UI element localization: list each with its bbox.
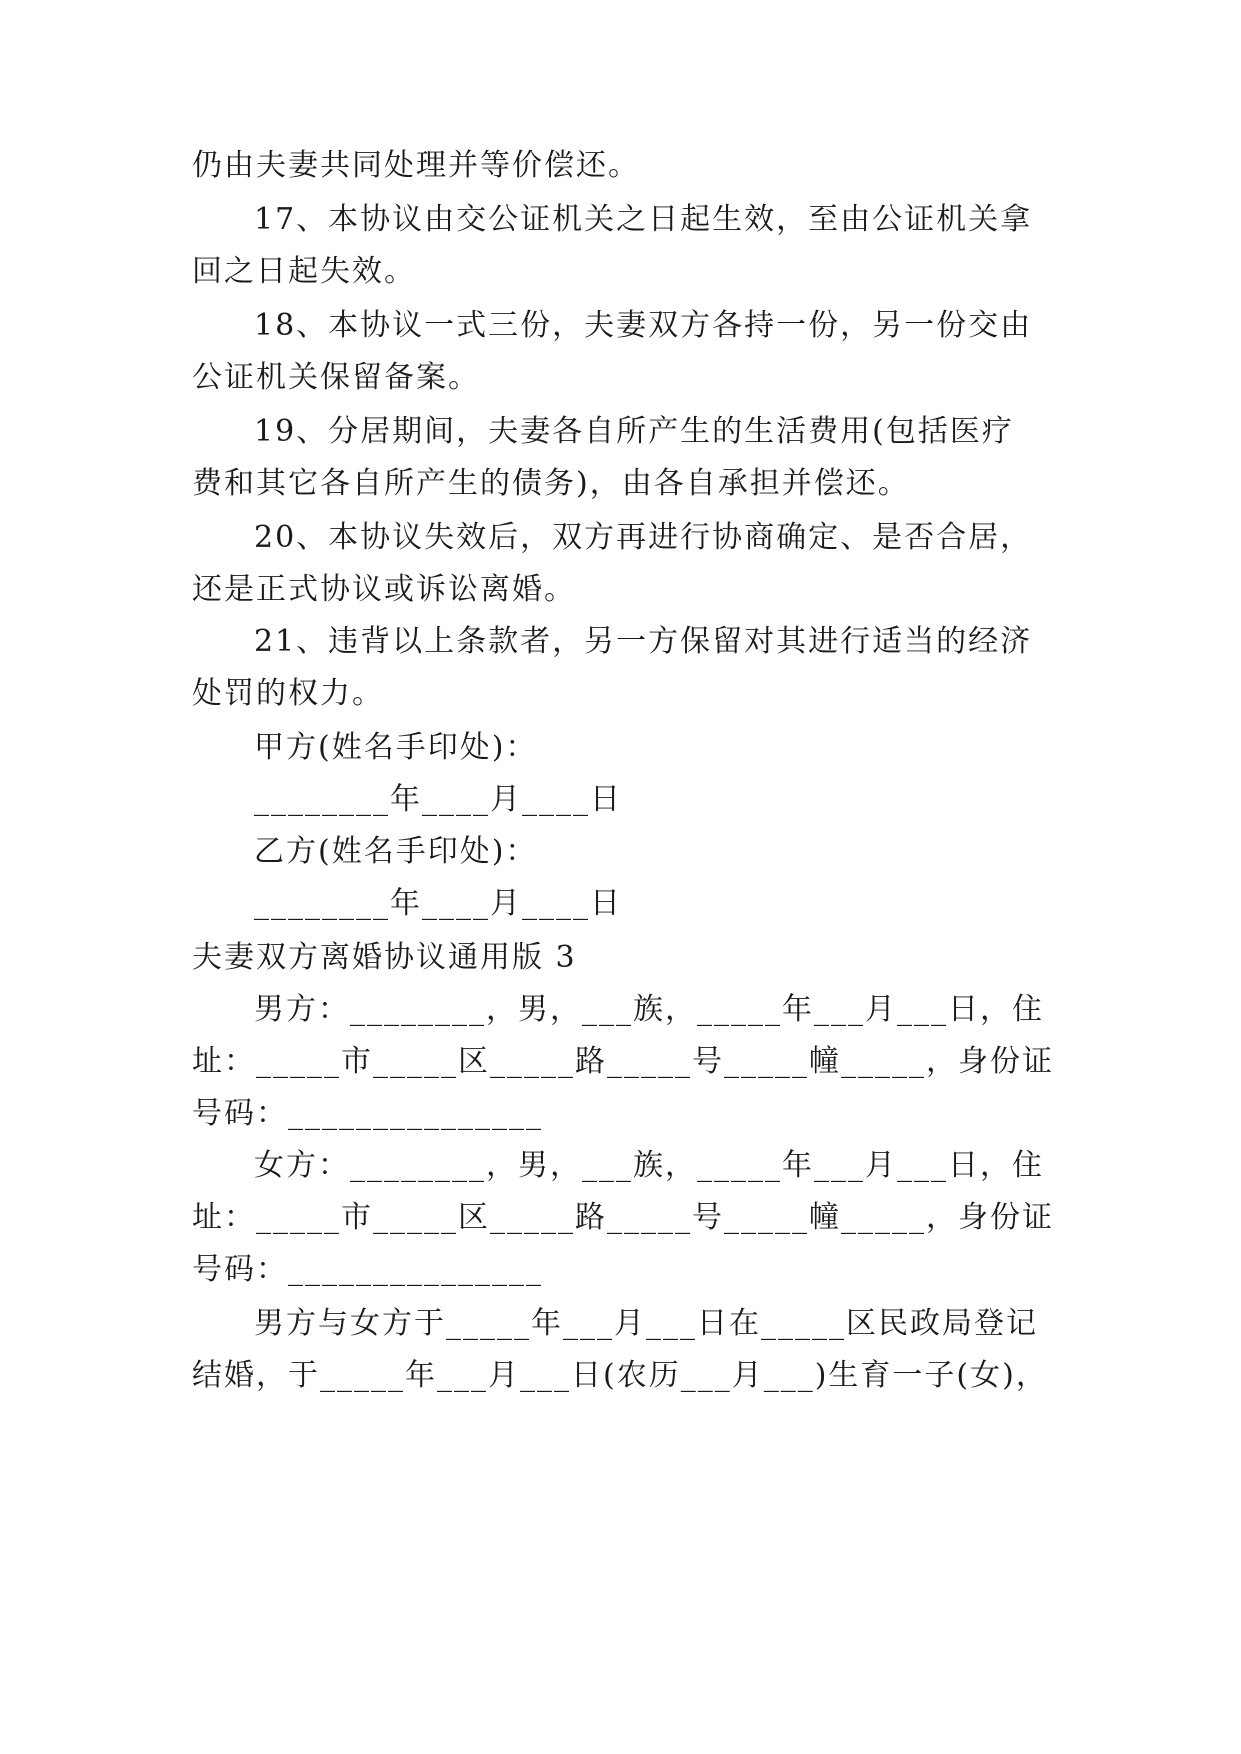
child-birth-line: 结婚，于_____年___月___日(农历___月___)生育一子(女)， xyxy=(192,1358,1048,1393)
clause-20-line: 20、本协议失效后，双方再进行协商确定、是否合居， xyxy=(254,520,1033,555)
party-b-date-line: ________年____月____日 xyxy=(254,886,622,921)
clause-18-line: 18、本协议一式三份，夫妻双方各持一份，另一份交由 xyxy=(254,308,1033,343)
marriage-registration-line: 男方与女方于_____年___月___日在_____区民政局登记 xyxy=(254,1306,1038,1341)
paragraph-line: 仍由夫妻共同处理并等价偿还。 xyxy=(192,148,640,183)
paragraph-line: 还是正式协议或诉讼离婚。 xyxy=(192,572,576,607)
party-b-signature-label: 乙方(姓名手印处)： xyxy=(254,834,538,869)
male-address-line: 址：_____市_____区_____路_____号_____幢_____，身份证 xyxy=(192,1044,1054,1079)
male-id-line: 号码：_______________ xyxy=(192,1096,543,1131)
female-party-line: 女方：________，男，___族，_____年___月___日，住 xyxy=(254,1148,1044,1183)
clause-21-line: 21、违背以上条款者，另一方保留对其进行适当的经济 xyxy=(254,624,1033,659)
section-title: 夫妻双方离婚协议通用版 3 xyxy=(192,940,577,975)
clause-19-line: 19、分居期间，夫妻各自所产生的生活费用(包括医疗 xyxy=(254,414,1014,449)
party-a-signature-label: 甲方(姓名手印处)： xyxy=(254,730,538,765)
female-id-line: 号码：_______________ xyxy=(192,1252,543,1287)
paragraph-line: 回之日起失效。 xyxy=(192,254,416,289)
paragraph-line: 费和其它各自所产生的债务)，由各自承担并偿还。 xyxy=(192,466,910,501)
female-address-line: 址：_____市_____区_____路_____号_____幢_____，身份证 xyxy=(192,1200,1054,1235)
paragraph-line: 处罚的权力。 xyxy=(192,676,384,711)
party-a-date-line: ________年____月____日 xyxy=(254,782,622,817)
male-party-line: 男方：________，男，___族，_____年___月___日，住 xyxy=(254,992,1044,1027)
clause-17-line: 17、本协议由交公证机关之日起生效，至由公证机关拿 xyxy=(254,202,1033,237)
paragraph-line: 公证机关保留备案。 xyxy=(192,360,480,395)
